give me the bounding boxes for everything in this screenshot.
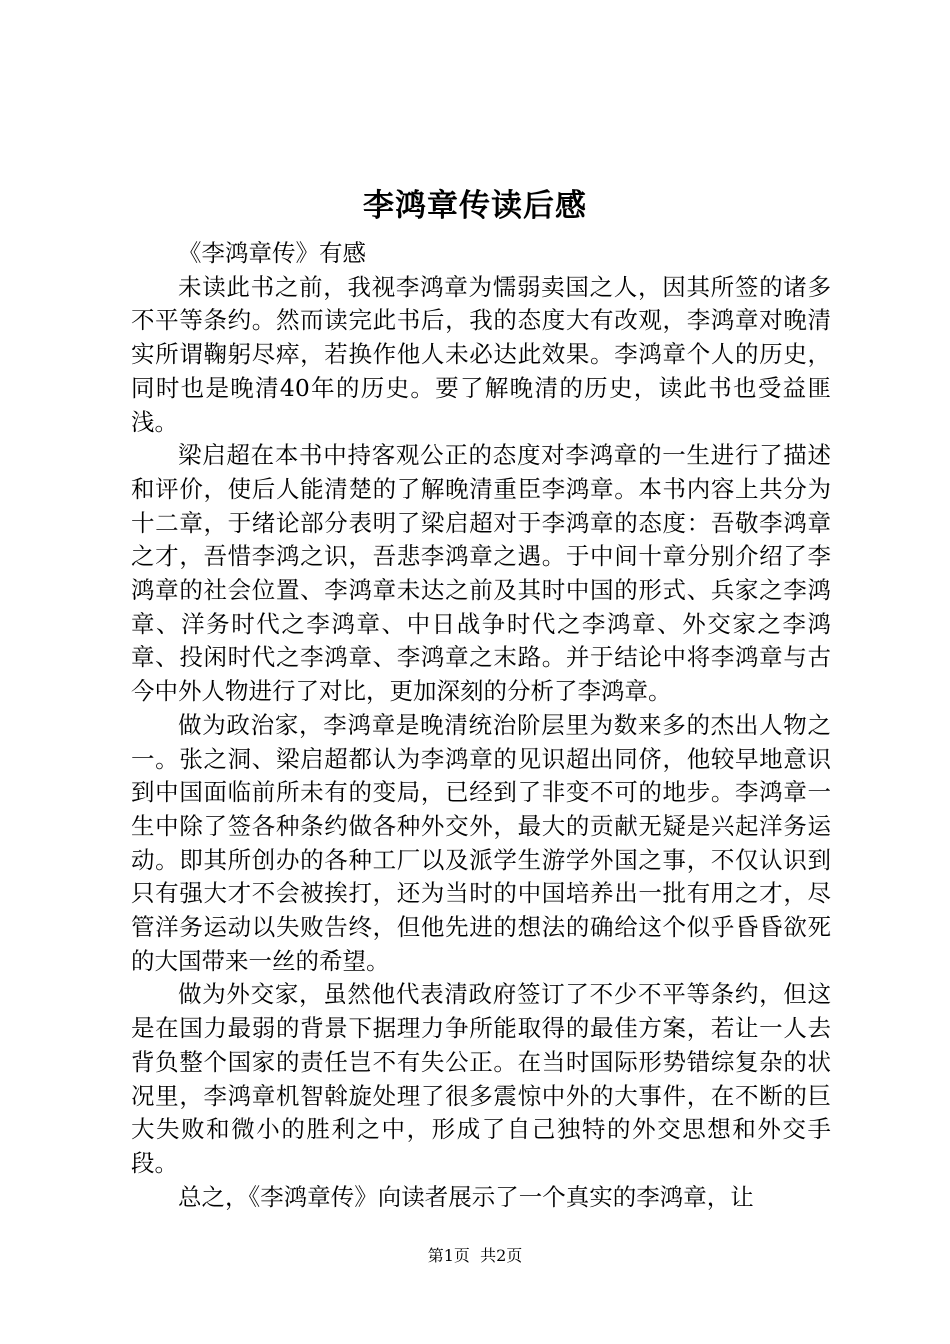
paragraph-subtitle: 《李鸿章传》有感 — [178, 239, 366, 267]
document-body — [131, 237, 831, 1214]
document-title: 李鸿章传读后感 — [363, 188, 587, 224]
page-footer — [0, 1244, 950, 1268]
paragraph-1: 未读此书之前，我视李鸿章为懦弱卖国之人，因其所签的诸多不平等条约。然而读完此书后，我的态度大有改观，李鸿章对晚清实所谓鞠躬尽瘁，若换作他人未必达此效果。李鸿章个人的历史，同时也是晚清40年的历史。要了解晚清的历史，读此书也受益匪浅。 — [131, 272, 831, 436]
paragraph-2: 梁启超在本书中持客观公正的态度对李鸿章的一生进行了描述和评价，使后人能清楚的了解晚清重臣李鸿章。本书内容上共分为十二章，于绪论部分表明了梁启超对于李鸿章的态度：吾敬李鸿章之才，吾惜李鸿之识，吾悲李鸿章之遇。于中间十章分别介绍了李鸿章的社会位置、李鸿章未达之前及其时中国的形式、兵家之李鸿章、洋务时代之李鸿章、中日战争时代之李鸿章、外交家之李鸿章、投闲时代之李鸿章、李鸿章之末路。并于结论中将李鸿章与古今中外人物进行了对比，更加深刻的分析了李鸿章。 — [131, 441, 831, 706]
paragraph-5: 总之，《李鸿章传》向读者展示了一个真实的李鸿章，让 — [178, 1182, 754, 1211]
paragraph-3: 做为政治家，李鸿章是晚清统治阶层里为数来多的杰出人物之一。张之洞、梁启超都认为李鸿章的见识超出同侪，他较早地意识到中国面临前所未有的变局，已经到了非变不可的地步。李鸿章一生中除了签各种条约做各种外交外，最大的贡献无疑是兴起洋务运动。即其所创办的各种工厂以及派学生游学外国之事，不仅认识到只有强大才不会被挨打，还为当时的中国培养出一批有用之才，尽管洋务运动以失败告终，但他先进的想法的确给这个似乎昏昏欲死的大国带来一丝的希望。 — [131, 710, 831, 975]
paragraph-4: 做为外交家，虽然他代表清政府签订了不少不平等条约，但这是在国力最弱的背景下据理力争所能取得的最佳方案，若让一人去背负整个国家的责任岂不有失公正。在当时国际形势错综复杂的状况里，李鸿章机智斡旋处理了很多震惊中外的大事件，在不断的巨大失败和微小的胜利之中，形成了自己独特的外交思想和外交手段。 — [131, 980, 831, 1177]
page-number-label: 第1页 共2页 — [427, 1246, 523, 1265]
